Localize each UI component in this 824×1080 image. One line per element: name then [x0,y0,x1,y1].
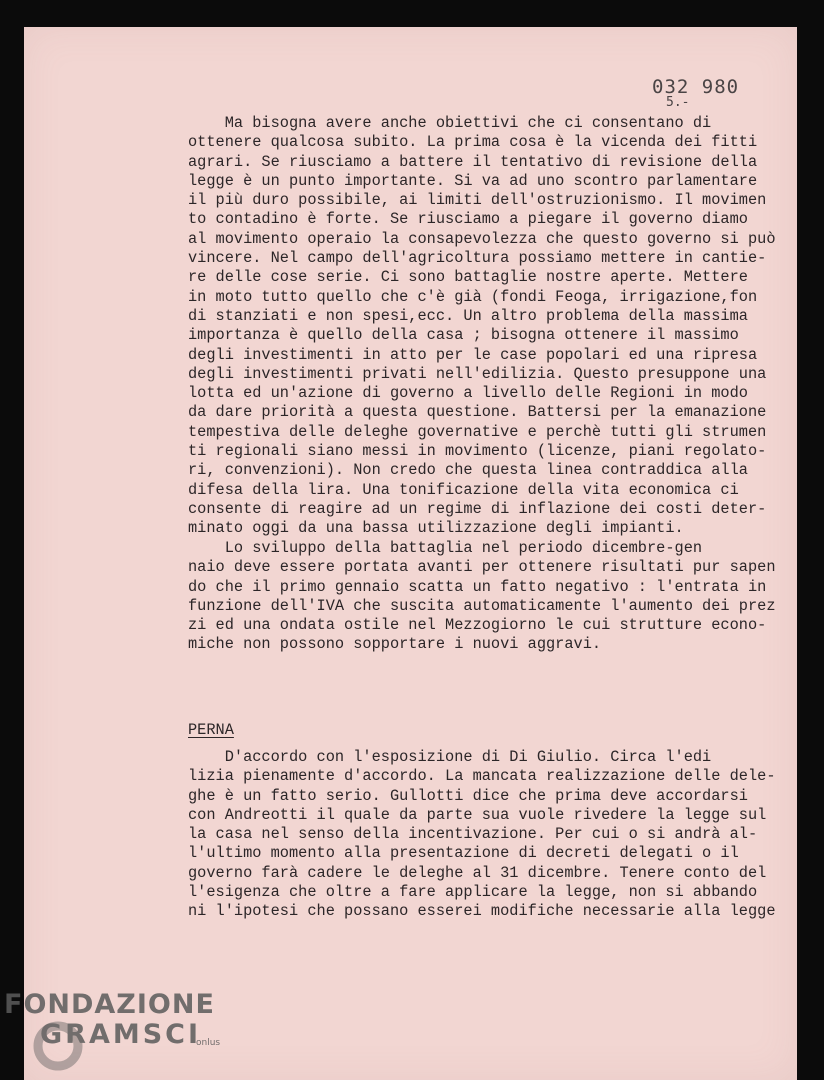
watermark-line2: GRAMSCI [40,1019,202,1050]
paragraph-perna: D'accordo con l'esposizione di Di Giulio. Circa l'edi lizia pienamente d'accordo. La mancata realizzazione delle dele- ghe è un fatto serio. Gullotti dice che prima deve accordarsi con Andreotti il quale da parte sua vuole rivedere la legge sul la casa nel senso della incentivazione. Per cui o si andrà al- l'ultimo momento alla presentazione di decreti delegati o il governo farà cadere le deleghe al 31 dicembre. Tenere conto del l'esigenza che oltre a fare applicare la legge, non si abbando ni l'ipotesi che possano esserei modifiche necessarie alla legge [188,748,776,921]
speaker-heading: PERNA [188,721,234,739]
archive-number: 032 980 [652,76,740,98]
paragraph-battle: Lo sviluppo della battaglia nel periodo dicembre-gen naio deve essere portata avanti per ottenere risultati pur sapen do che il primo gennaio scatta un fatto negativo : l'entrata in funzione dell'IVA che suscita automaticamente l'aumento dei prez zi ed una ondata ostile nel Mezzogiorno le cui strutture econo- miche non possono sopportare i nuovi aggravi. [188,539,776,654]
watermark-logo [4,989,221,1050]
archive-sub-number: 5.- [666,95,690,110]
paragraph-objectives: Ma bisogna avere anche obiettivi che ci consentano di ottenere qualcosa subito. La prima cosa è la vicenda dei fitti agrari. Se riusciamo a battere il tentativo di revisione della legge è un punto importante. Si va ad uno scontro parlamentare il più duro possibile, ai limiti dell'ostruzionismo. Il movimen to contadino è forte. Se riusciamo a piegare il governo diamo al movimento operaio la consapevolezza che questo governo si può vincere. Nel campo dell'agricoltura possiamo mettere in cantie- re delle cose serie. Ci sono battaglie nostre aperte. Mettere in moto tutto quello che c'è già (fondi Feoga, irrigazione,fon di stanziati e non spesi,ecc. Un altro problema della massima importanza è quello della casa ; bisogna ottenere il massimo degli investimenti in atto per le case popolari ed una ripresa degli investimenti privati nell'edilizia. Questo presuppone una lotta ed un'azione di governo a livello delle Regioni in modo da dare priorità a questa questione. Battersi per la emanazione tempestiva delle deleghe governative e perchè tutti gli strumen ti regionali siano messi in movimento (licenze, piani regolato- ri, convenzioni). Non credo che questa linea contraddica alla difesa della lira. Una tonificazione della vita economica ci consente di reagire ad un regime di inflazione dei costi deter- minato oggi da una bassa utilizzazione degli impianti. [188,114,776,538]
watermark-suffix: onlus [196,1038,221,1048]
watermark-line1: FONDAZIONE [4,989,215,1020]
